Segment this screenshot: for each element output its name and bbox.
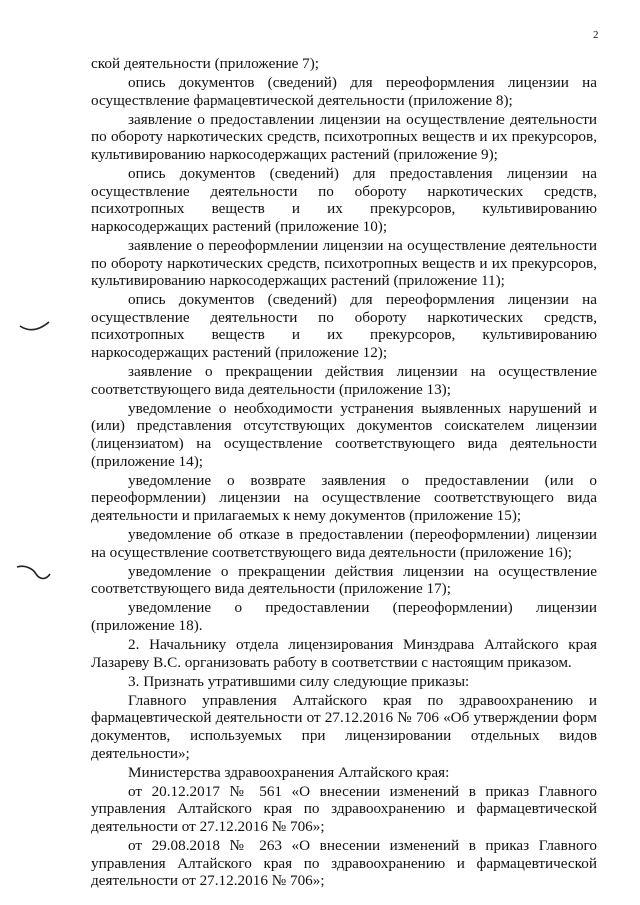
- paragraph-appendix-18: уведомление о предоставлении (переоформлении) лицензии (приложение 18).: [91, 599, 597, 634]
- paragraph-repealed-order-561: от 20.12.2017 № 561 «О внесении изменений в приказ Главного управления Алтайского края по здравоохранению и фармацевтической деятельности от 27.12.2016 № 706»;: [91, 782, 597, 835]
- paragraph-repealed-order-263: от 29.08.2018 № 263 «О внесении изменений в приказ Главного управления Алтайского края по здравоохранению и фармацевтической деятельности от 27.12.2016 № 706»;: [91, 837, 597, 890]
- paragraph-appendix-9: заявление о предоставлении лицензии на осуществление деятельности по обороту наркотических средств, психотропных веществ и их прекурсоров, культивированию наркосодержащих растений (приложение 9);: [91, 110, 597, 163]
- paragraph-appendix-13: заявление о прекращении действия лицензии на осуществление соответствующего вида деятельности (приложение 13);: [91, 363, 597, 398]
- margin-scribble-lower: [14, 562, 52, 586]
- paragraph-item-3: 3. Признать утратившими силу следующие приказы:: [128, 672, 470, 690]
- paragraph-repealed-order-706: Главного управления Алтайского края по здравоохранению и фармацевтической деятельности от 27.12.2016 № 706 «Об утверждении форм документов, используемых при лицензировании отдельных видов деятельности»;: [91, 691, 597, 762]
- paragraph-appendix-11: заявление о переоформлении лицензии на осуществление деятельности по обороту наркотических средств, психотропных веществ и их прекурсоров, культивированию наркосодержащих растений (приложение 11);: [91, 236, 597, 290]
- paragraph-appendix-16: уведомление об отказе в предоставлении (переоформлении) лицензии на осуществление соответствующего вида деятельности (приложение 16);: [91, 525, 597, 561]
- margin-scribble-upper: [18, 318, 52, 338]
- paragraph-appendix-10: опись документов (сведений) для предоставления лицензии на осуществление деятельности по обороту наркотических средств, психотропных веществ и их прекурсоров, культивированию наркосодержащих растений (приложение 10);: [91, 165, 597, 235]
- paragraph-item-2: 2. Начальнику отдела лицензирования Минздрава Алтайского края Лазареву В.С. организовать работу в соответствии с настоящим приказом.: [91, 636, 597, 671]
- paragraph-ministry-heading: Министерства здравоохранения Алтайского края:: [128, 763, 450, 781]
- paragraph-appendix-17: уведомление о прекращении действия лицензии на осуществление соответствующего вида деятельности (приложение 17);: [91, 562, 597, 598]
- page-number: 2: [593, 29, 599, 41]
- paragraph-appendix-8: опись документов (сведений) для переоформления лицензии на осуществление фармацевтической деятельности (приложение 8);: [91, 74, 597, 109]
- paragraph-appendix-12: опись документов (сведений) для переоформления лицензии на осуществление деятельности по обороту наркотических средств, психотропных веществ и их прекурсоров, культивированию наркосодержащих растений (приложение 12);: [91, 291, 597, 361]
- paragraph-appendix-7: ской деятельности (приложение 7);: [91, 55, 320, 72]
- paragraph-appendix-15: уведомление о возврате заявления о предоставлении (или о переоформлении) лицензии на осуществление соответствующего вида деятельности и прилагаемых к нему документов (приложение 15);: [91, 471, 597, 524]
- paragraph-appendix-14: уведомление о необходимости устранения выявленных нарушений и (или) представления отсутствующих документов соискателем лицензии (лицензиатом) на осуществление соответствующего вида деятельности (приложение 14);: [91, 399, 597, 470]
- document-body: [91, 55, 597, 891]
